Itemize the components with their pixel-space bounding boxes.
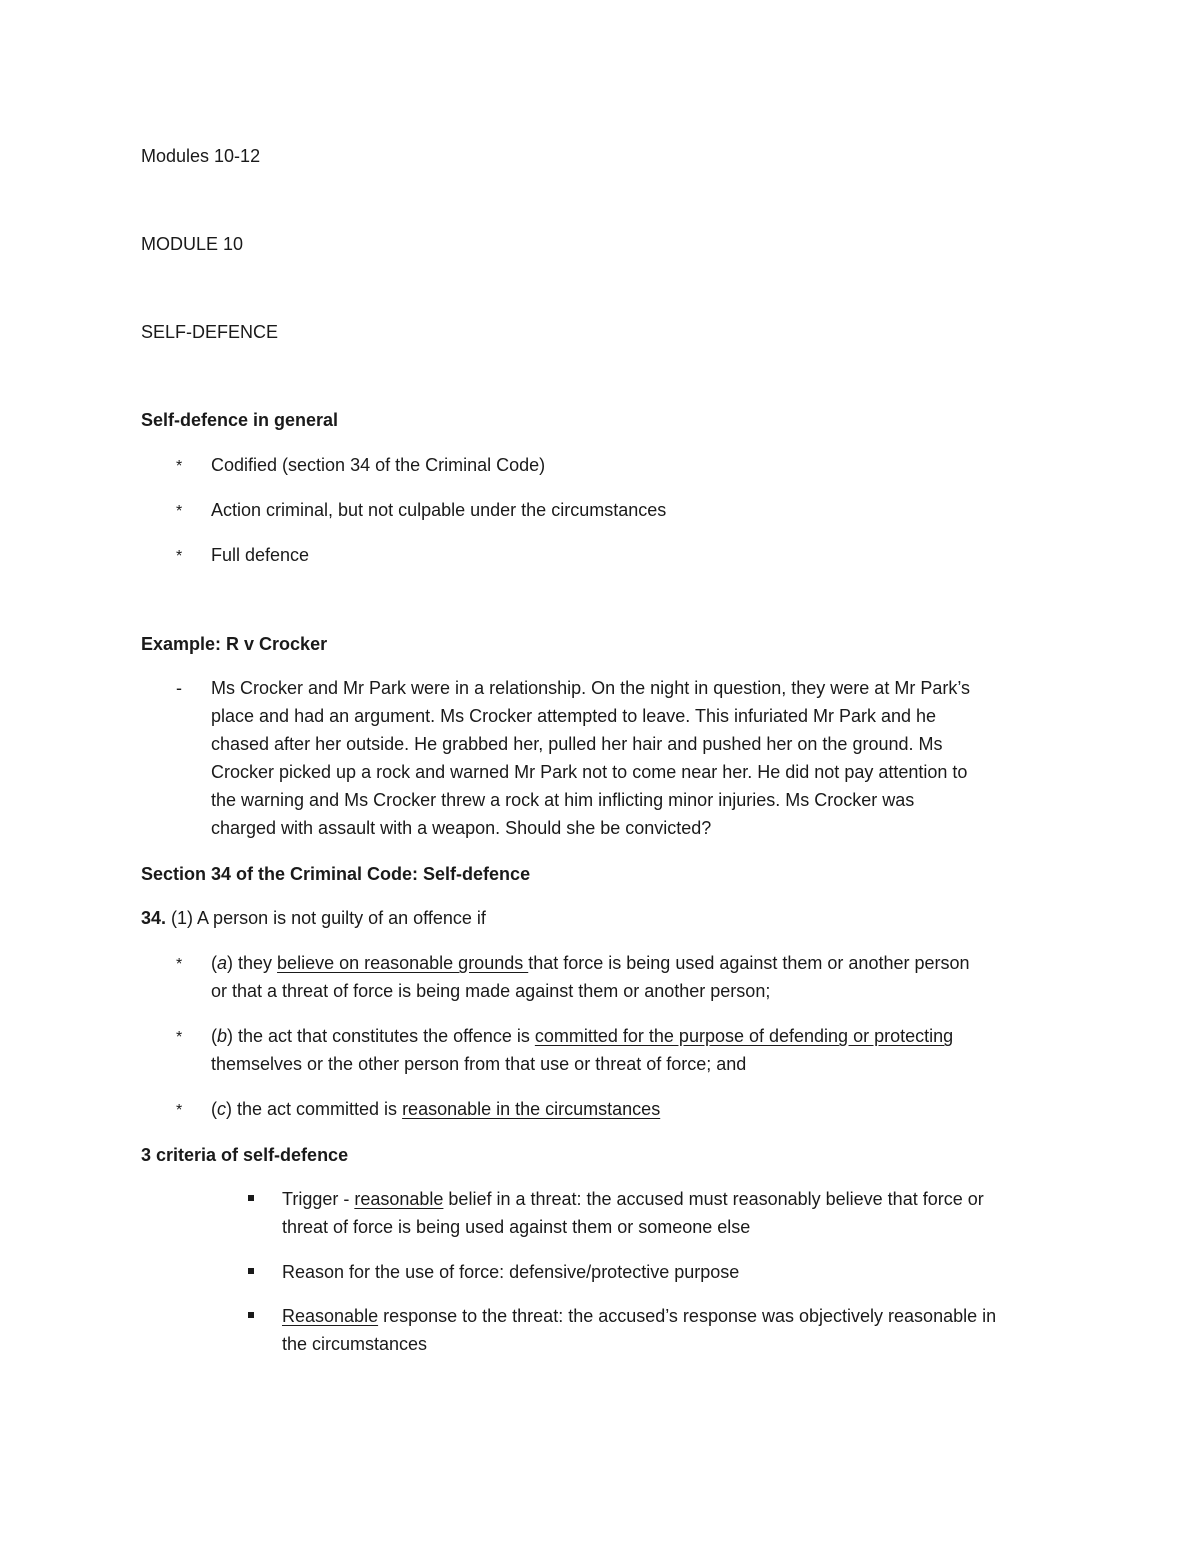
general-item-1: Codified (section 34 of the Criminal Code) — [211, 455, 546, 475]
criterion-2: Reason for the use of force: defensive/protective purpose — [282, 1262, 740, 1282]
criterion-1-line2: threat of force is being used against them or someone else — [282, 1217, 751, 1237]
s34-b — [211, 1022, 953, 1051]
s34-a — [211, 949, 970, 978]
s34-intro — [141, 904, 486, 933]
general-item-2: Action criminal, but not culpable under the circumstances — [211, 500, 667, 520]
square-bullet-icon — [248, 1268, 254, 1274]
clause-text: that force is being used against them or another person — [528, 953, 970, 973]
underlined-phrase: reasonable in the circumstances — [402, 1099, 661, 1119]
bullet-asterisk: * — [176, 503, 183, 520]
underlined-phrase: reasonable — [354, 1189, 444, 1209]
clause-text: ) the act that constitutes the offence is — [227, 1026, 535, 1046]
topic-heading: SELF-DEFENCE — [141, 322, 279, 342]
underlined-phrase: committed for the purpose of defending or protecting — [534, 1026, 954, 1046]
bullet-asterisk: * — [176, 548, 183, 565]
document-title: Modules 10-12 — [141, 146, 261, 166]
paren: ( — [211, 1099, 217, 1119]
clause-letter: c — [217, 1099, 226, 1119]
s34-number: 34. — [141, 908, 167, 928]
paren: ( — [211, 1026, 217, 1046]
example-line-4: Crocker picked up a rock and warned Mr Park not to come near her. He did not pay attention to — [211, 762, 968, 782]
bullet-asterisk: * — [176, 956, 183, 973]
example-heading: Example: R v Crocker — [141, 634, 328, 654]
module-heading: MODULE 10 — [141, 234, 244, 254]
underlined-phrase: believe on reasonable grounds — [277, 953, 529, 973]
paren: ( — [211, 953, 217, 973]
bullet-asterisk: * — [176, 1102, 183, 1119]
s34-b-line2: themselves or the other person from that use or threat of force; and — [211, 1054, 747, 1074]
s34-a-line2: or that a threat of force is being made against them or another person; — [211, 981, 771, 1001]
s34-intro-text: (1) A person is not guilty of an offence if — [166, 908, 486, 928]
square-bullet-icon — [248, 1312, 254, 1318]
bullet-asterisk: * — [176, 1029, 183, 1046]
clause-letter: a — [217, 953, 228, 973]
clause-text: ) they — [227, 953, 278, 973]
criterion-text: Trigger - — [282, 1189, 355, 1209]
criterion-text: belief in a threat: the accused must reasonably believe that force or — [443, 1189, 984, 1209]
s34-c — [211, 1095, 660, 1124]
clause-text: ) the act committed is — [226, 1099, 403, 1119]
criterion-text: response to the threat: the accused’s response was objectively reasonable in — [378, 1306, 997, 1326]
criterion-1 — [282, 1185, 984, 1214]
square-bullet-icon — [248, 1195, 254, 1201]
criterion-3-line2: the circumstances — [282, 1334, 428, 1354]
criterion-3 — [282, 1302, 996, 1331]
example-line-6: charged with assault with a weapon. Should she be convicted? — [211, 818, 712, 838]
general-heading: Self-defence in general — [141, 410, 339, 430]
bullet-asterisk: * — [176, 458, 183, 475]
general-item-3: Full defence — [211, 545, 310, 565]
example-line-3: chased after her outside. He grabbed her, pulled her hair and pushed her on the ground. Ms — [211, 734, 943, 754]
clause-letter: b — [217, 1026, 228, 1046]
underlined-phrase: Reasonable — [282, 1306, 379, 1326]
example-line-5: the warning and Ms Crocker threw a rock at him inflicting minor injuries. Ms Crocker was — [211, 790, 915, 810]
section-heading: Section 34 of the Criminal Code: Self-defence — [141, 864, 531, 884]
example-line-2: place and had an argument. Ms Crocker attempted to leave. This infuriated Mr Park and he — [211, 706, 937, 726]
criteria-heading: 3 criteria of self-defence — [141, 1145, 349, 1165]
example-line-1: Ms Crocker and Mr Park were in a relationship. On the night in question, they were at Mr Park’s — [211, 678, 970, 698]
example-dash: - — [176, 678, 182, 698]
